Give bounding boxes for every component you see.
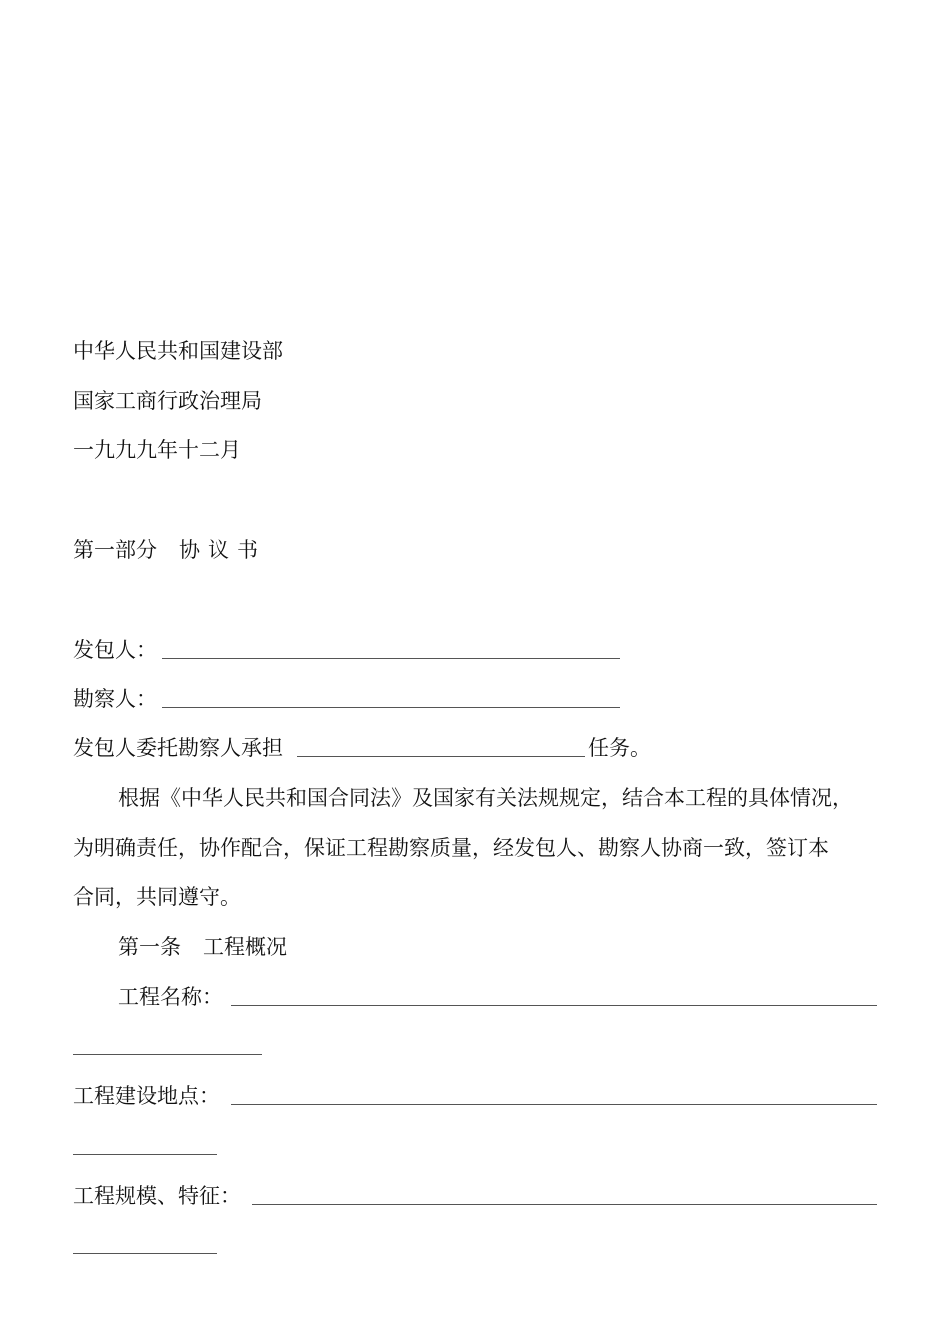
project-name-label: 工程名称： xyxy=(118,985,223,1009)
paragraph-line: 根据《中华人民共和国合同法》及国家有关法规规定，结合本工程的具体情况， xyxy=(118,786,853,810)
part-label: 第一部分 xyxy=(73,538,157,562)
paragraph-line: 为明确责任，协作配合，保证工程勘察质量，经发包人、勘察人协商一致，签订本 xyxy=(73,836,829,860)
employer-label: 发包人： xyxy=(73,638,157,662)
location-label: 工程建设地点： xyxy=(73,1084,220,1108)
task-suffix: 任务。 xyxy=(588,736,651,760)
article-title: 工程概况 xyxy=(203,935,287,959)
article-heading xyxy=(118,937,287,958)
project-name-blank-line xyxy=(231,1005,877,1006)
part-title-char: 议 xyxy=(208,538,229,562)
issuer-bureau: 国家工商行政治理局 xyxy=(73,389,262,413)
scale-blank-continuation xyxy=(73,1253,217,1254)
scale-blank-line xyxy=(252,1204,877,1205)
paragraph-line: 合同，共同遵守。 xyxy=(73,885,241,909)
part-title-char: 书 xyxy=(237,538,258,562)
surveyor-blank-line xyxy=(162,707,620,708)
article-number: 第一条 xyxy=(118,935,181,959)
location-blank-line xyxy=(231,1104,877,1105)
issuer-ministry: 中华人民共和国建设部 xyxy=(73,339,283,363)
employer-blank-line xyxy=(162,658,620,659)
project-name-blank-continuation xyxy=(73,1054,262,1055)
part-heading xyxy=(73,540,258,561)
task-prefix: 发包人委托勘察人承担 xyxy=(73,736,283,760)
issue-date: 一九九九年十二月 xyxy=(73,438,241,462)
location-blank-continuation xyxy=(73,1154,217,1155)
part-title-char: 协 xyxy=(179,538,200,562)
surveyor-label: 勘察人： xyxy=(73,687,157,711)
scale-label: 工程规模、特征： xyxy=(73,1184,241,1208)
task-blank-line xyxy=(297,756,585,757)
